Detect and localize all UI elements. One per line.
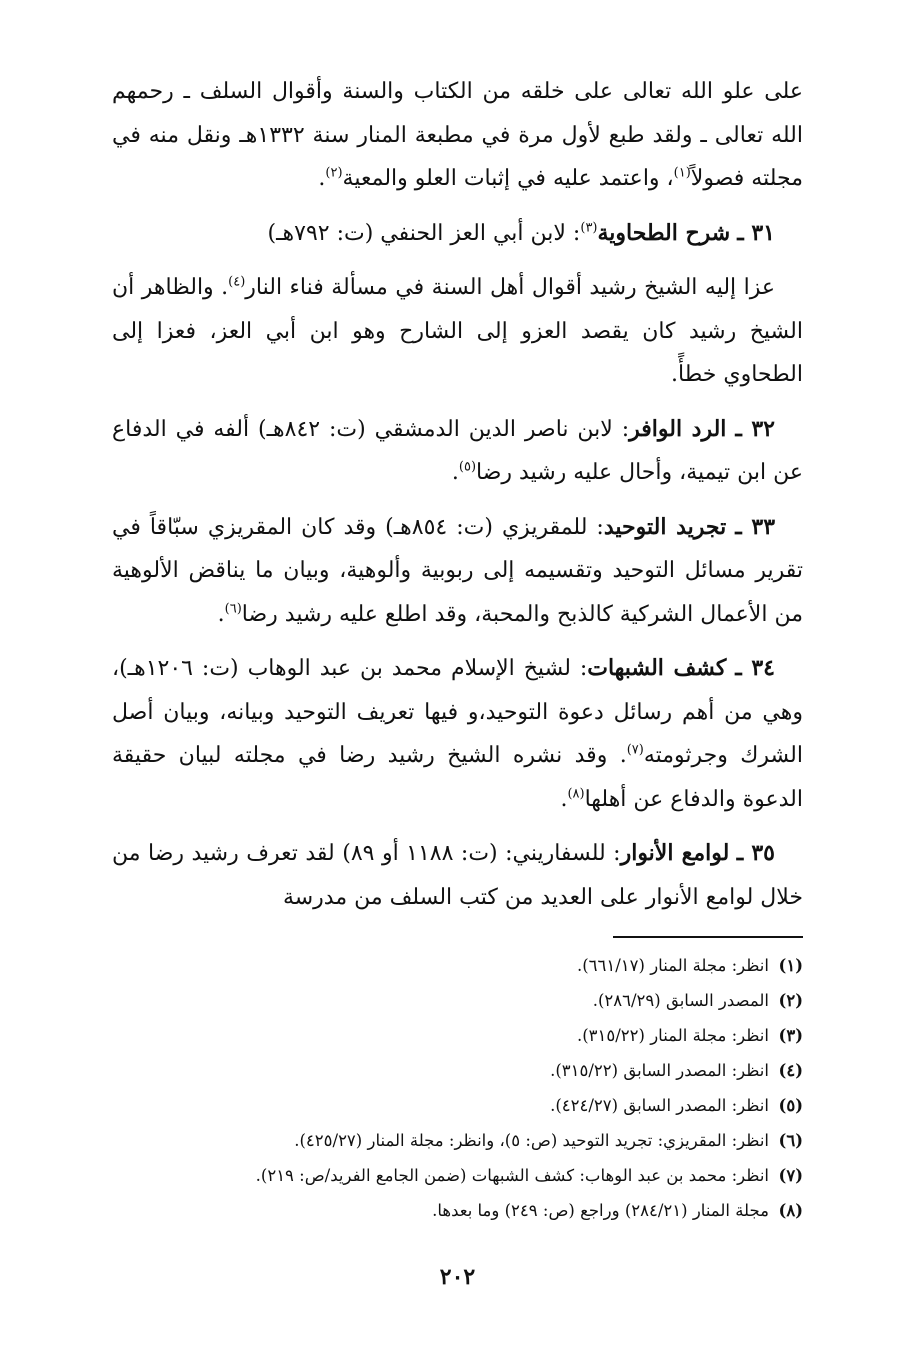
footnote-number: (٣) [778, 1026, 803, 1045]
entry-title: الرد الوافر [629, 415, 727, 442]
footnote-separator [613, 936, 803, 938]
entry-text: : لابن أبي العز الحنفي (ت: ٧٩٢هـ) [267, 220, 581, 246]
footnote-ref-7[interactable]: (٧) [626, 742, 644, 758]
entry-number: ٣٢ ـ [735, 415, 775, 442]
footnote-2 [112, 983, 803, 1018]
entry-33 [112, 506, 803, 637]
footnote-number: (٢) [778, 991, 803, 1010]
footnote-ref-2[interactable]: (٢) [325, 165, 343, 181]
footnote-number: (٦) [778, 1131, 803, 1150]
footnote-5 [112, 1088, 803, 1123]
footnote-7 [112, 1158, 803, 1193]
page-number: ٢٠٢ [439, 1264, 476, 1290]
footnote-number: (٤) [778, 1061, 803, 1080]
footnote-text: انظر: محمد بن عبد الوهاب: كشف الشبهات (ضمن الجامع الفريد/ص: ٢١٩). [255, 1166, 769, 1185]
footnote-text: مجلة المنار (٢٨٤/٢١) وراجع (ص: ٢٤٩) وما بعدها. [432, 1201, 769, 1220]
footnote-number: (٧) [778, 1166, 803, 1185]
entry-title: تجريد التوحيد [603, 513, 727, 540]
footnotes [112, 948, 803, 1228]
paragraph-text: . والظاهر أن الشيخ رشيد كان يقصد العزو إلى الشارح وهو ابن أبي العز، فعزا إلى الطحاوي خطأً. [112, 275, 803, 387]
footnote-ref-1[interactable]: (١) [673, 165, 691, 181]
footnote-text: المصدر السابق (٢٨٦/٢٩). [592, 991, 769, 1010]
footnote-ref-4[interactable]: (٤) [228, 274, 246, 290]
footnote-text: انظر: المصدر السابق (٤٢٤/٢٧). [550, 1096, 769, 1115]
entry-31 [112, 212, 803, 256]
entry-number: ٣٣ ـ [735, 513, 776, 540]
footnote-text: انظر: مجلة المنار (٣١٥/٢٢). [576, 1026, 769, 1045]
paragraph-text: ، واعتمد عليه في إثبات العلو والمعية [342, 166, 674, 191]
footnote-1 [112, 948, 803, 983]
footnote-ref-6[interactable]: (٦) [224, 601, 242, 617]
entry-title: كشف الشبهات [587, 655, 727, 681]
entry-text: : لابن ناصر الدين الدمشقي (ت: ٨٤٢هـ) ألفه في الدفاع عن ابن تيمية، وأحال عليه رشيد رضا [112, 416, 803, 485]
entry-35 [112, 832, 803, 919]
footnote-ref-8[interactable]: (٨) [567, 786, 585, 802]
paragraph-text: عزا إليه الشيخ رشيد أقوال أهل السنة في مسألة فناء النار [245, 275, 776, 300]
footnote-number: (٥) [778, 1096, 803, 1115]
footnote-ref-3[interactable]: (٣) [580, 220, 598, 236]
entry-title: لوامع الأنوار [620, 840, 730, 866]
entry-number: ٣٥ ـ [736, 840, 775, 866]
footnote-4 [112, 1053, 803, 1088]
entry-34 [112, 647, 803, 821]
entry-32 [112, 408, 803, 495]
entry-text: . [217, 601, 225, 627]
paragraph-continuation [112, 70, 803, 201]
footnote-8 [112, 1193, 803, 1228]
entry-number: ٣٤ ـ [735, 655, 775, 681]
entry-text: . [451, 460, 459, 485]
entry-text: . [560, 786, 568, 812]
main-text [112, 70, 803, 930]
entry-text: : للمقريزي (ت: ٨٥٤هـ) وقد كان المقريزي سبّاقاً في تقرير مسائل التوحيد وتقسيمه إلى ربوبية وألوهية، وبيان ما يناقض الألوهية من الأعمال الشركية كالذبح والمحبة، وقد اطلع عليه رشيد رضا [112, 514, 803, 627]
footnote-number: (١) [778, 956, 803, 975]
footnote-3 [112, 1018, 803, 1053]
entry-text: . وقد نشره الشيخ رشيد رضا في مجلته لبيان حقيقة الدعوة والدفاع عن أهلها [112, 743, 803, 812]
paragraph-text: على علو الله تعالى على خلقه من الكتاب والسنة وأقوال السلف ـ رحمهم الله تعالى ـ ولقد طبع لأول مرة في مطبعة المنار سنة ١٣٣٢هـ ونقل منه في مجلته فصولاً [112, 79, 803, 191]
footnote-6 [112, 1123, 803, 1158]
entry-title: شرح الطحاوية [597, 219, 731, 246]
footnote-text: انظر: المصدر السابق (٣١٥/٢٢). [550, 1061, 769, 1080]
footnote-text: انظر: مجلة المنار (٦٦١/١٧). [576, 956, 769, 975]
paragraph-31-body [112, 266, 803, 397]
footnote-ref-5[interactable]: (٥) [458, 459, 477, 475]
entry-number: ٣١ ـ [737, 219, 775, 246]
footnote-number: (٨) [778, 1201, 803, 1220]
entry-text: : لشيخ الإسلام محمد بن عبد الوهاب (ت: ١٢٠٦هـ)، وهي من أهم رسائل دعوة التوحيد،و فيها تعريف التوحيد وبيانه، وبيان أصل الشرك وجرثومته [112, 656, 803, 768]
footnote-text: انظر: المقريزي: تجريد التوحيد (ص: ٥)، وانظر: مجلة المنار (٤٢٥/٢٧). [294, 1131, 769, 1150]
paragraph-text: . [318, 166, 326, 191]
entry-text: : للسفاريني: (ت: ١١٨٨ أو ٨٩) لقد تعرف رشيد رضا من خلال لوامع الأنوار على العديد من كتب السلف من مدرسة [112, 841, 803, 910]
